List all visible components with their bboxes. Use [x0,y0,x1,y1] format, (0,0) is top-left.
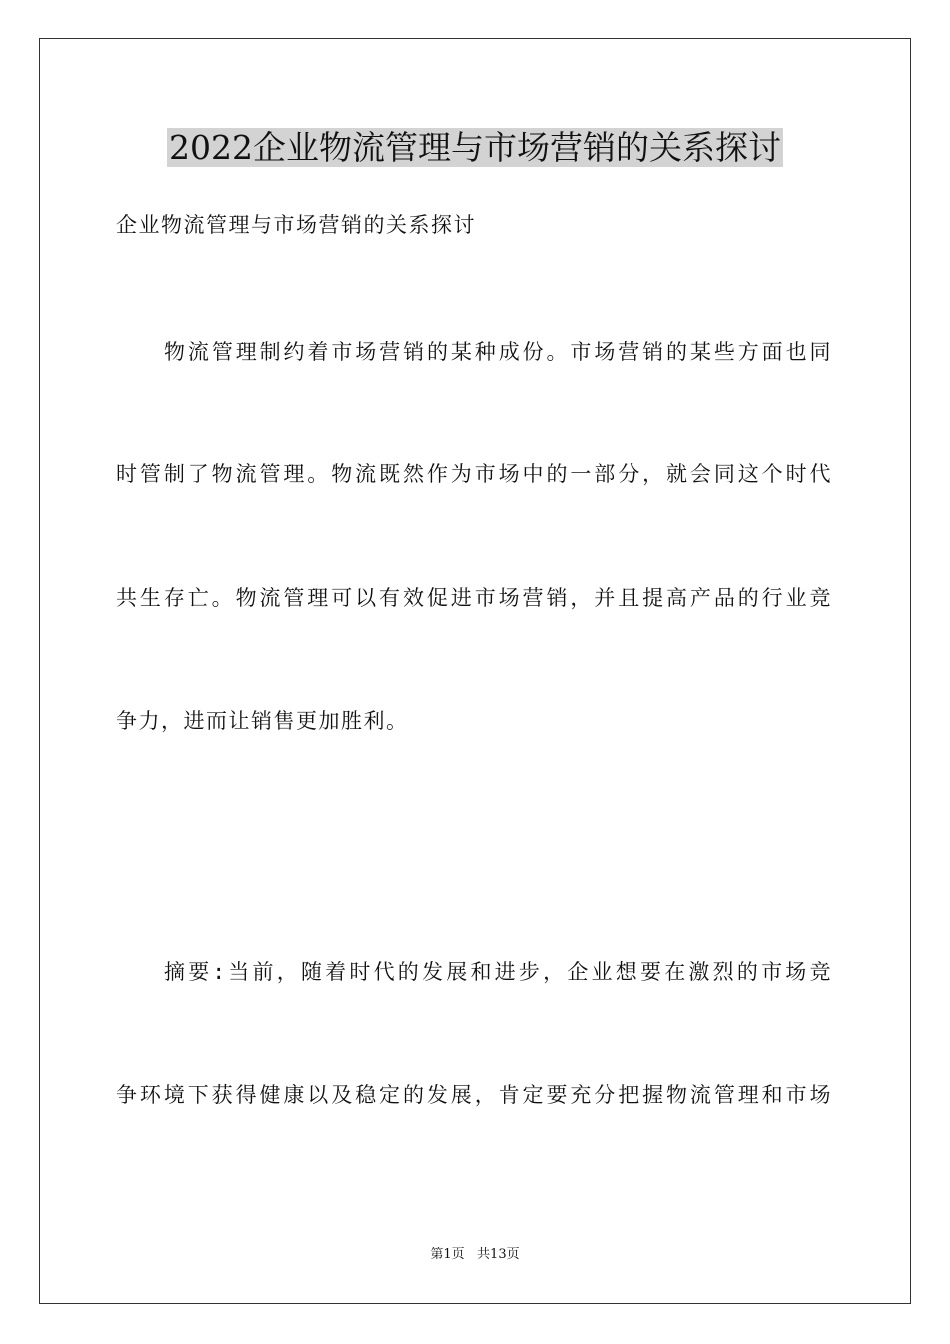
document-title [0,127,950,169]
paragraph-1-line-2: 时管制了物流管理。物流既然作为市场中的一部分，就会同这个时代 [116,462,832,486]
document-subtitle: 企业物流管理与市场营销的关系探讨 [116,213,476,237]
page-footer [0,1246,950,1264]
paragraph-1-line-4: 争力，进而让销售更加胜利。 [116,709,409,733]
page-number: 第1页 共13页 [430,1247,520,1262]
document-title-text: 2022企业物流管理与市场营销的关系探讨 [169,128,781,167]
paragraph-1-line-3: 共生存亡。物流管理可以有效促进市场营销，并且提高产品的行业竞 [116,586,832,610]
paragraph-2-line-1: 摘要:当前，随着时代的发展和进步，企业想要在激烈的市场竞 [164,960,832,984]
paragraph-1-line-1: 物流管理制约着市场营销的某种成份。市场营销的某些方面也同 [164,340,832,364]
paragraph-2-line-2: 争环境下获得健康以及稳定的发展，肯定要充分把握物流管理和市场 [116,1083,832,1107]
